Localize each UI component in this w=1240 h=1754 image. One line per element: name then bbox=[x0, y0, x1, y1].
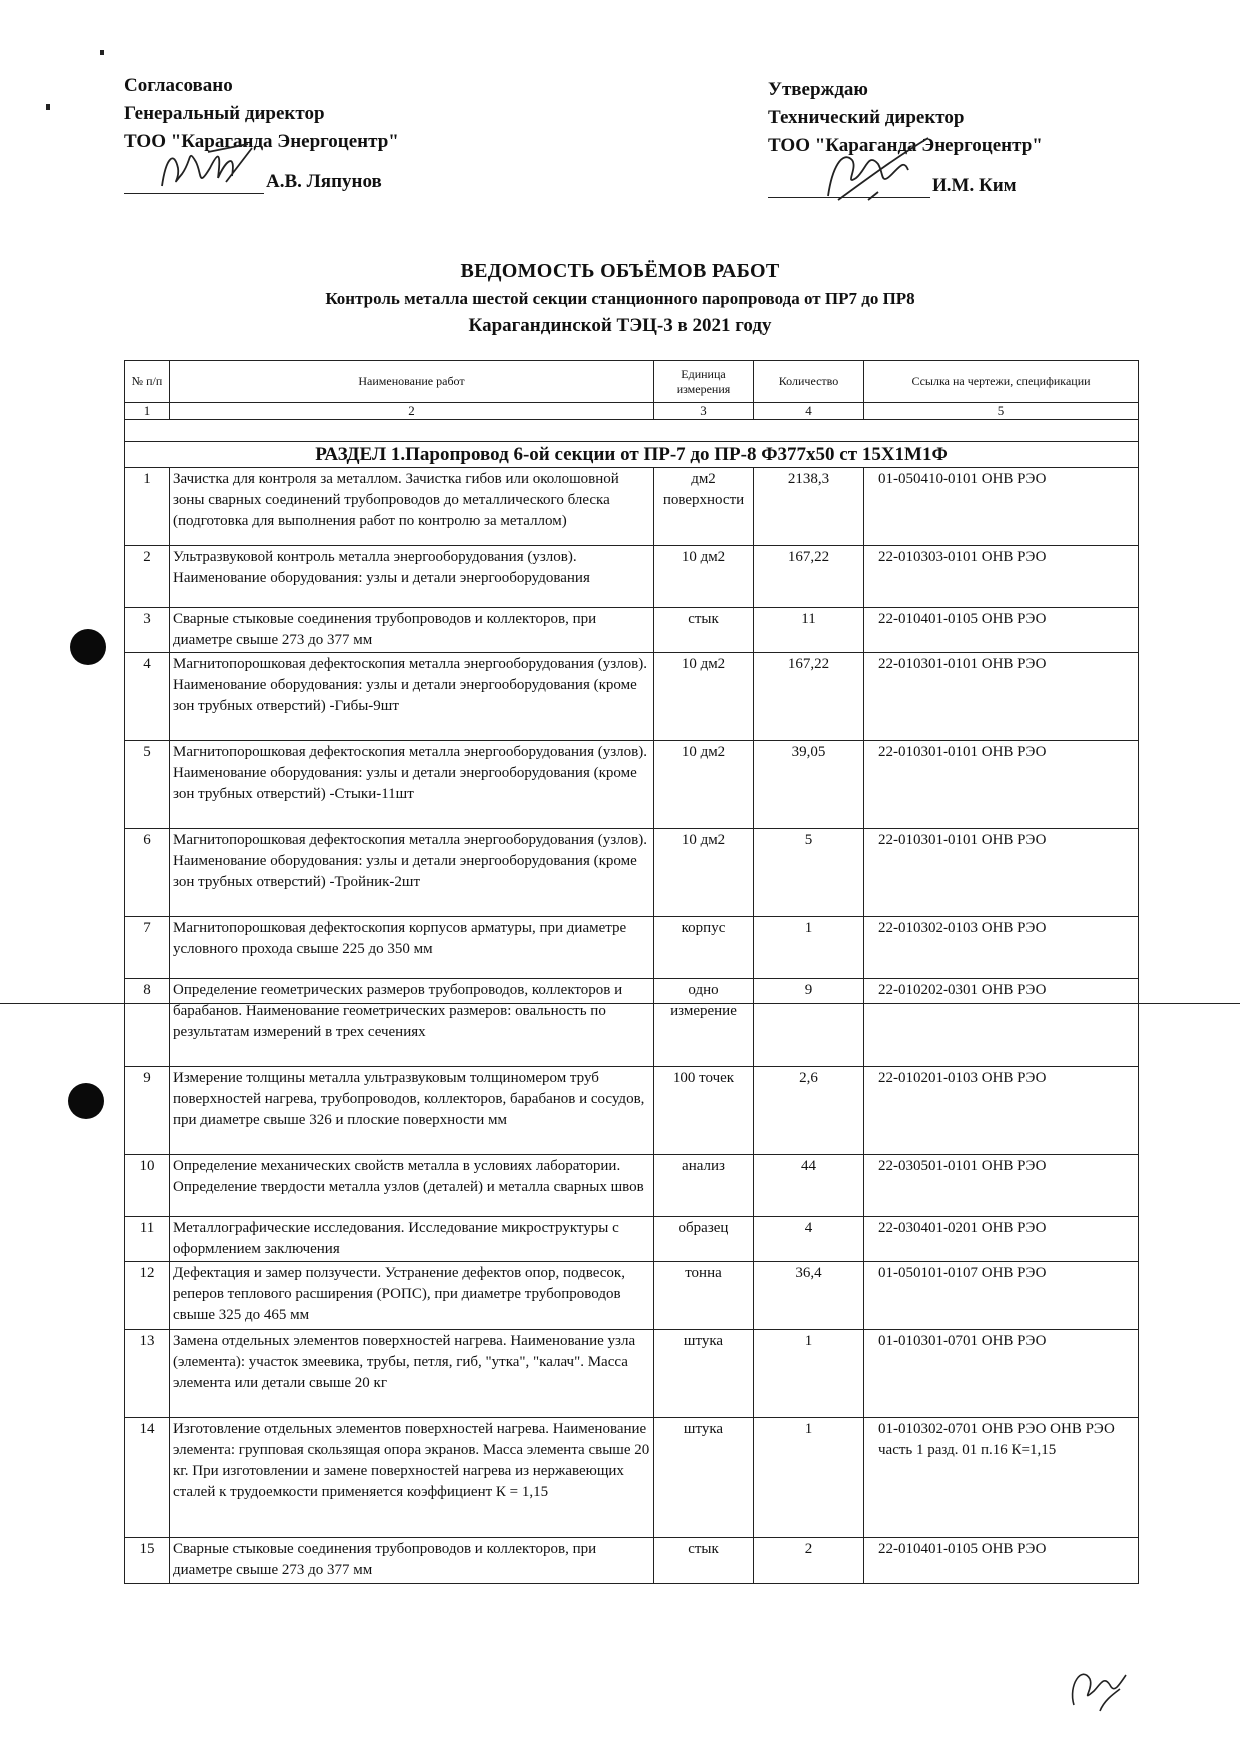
row-unit: тонна bbox=[654, 1262, 754, 1330]
row-unit: штука bbox=[654, 1418, 754, 1538]
header-unit: Единица измерения bbox=[654, 361, 754, 403]
row-number: 13 bbox=[125, 1330, 170, 1418]
document-subtitle: Контроль металла шестой секции станционного паропровода от ПР7 до ПР8 bbox=[325, 289, 915, 308]
row-unit: штука bbox=[654, 1330, 754, 1418]
row-reference: 22-010301-0101 ОНВ РЭО bbox=[864, 741, 1139, 829]
table-row bbox=[125, 546, 1139, 608]
table-header-row bbox=[125, 361, 1139, 403]
row-work-name: Изготовление отдельных элементов поверхностей нагрева. Наименование элемента: групповая скользящая опора экранов. Масса элемента свыше 20 кг. При изготовлении и замене поверхностей нагрева из нержавеющих сталей к трудоемкости применяется коэффициент К = 1,15 bbox=[170, 1418, 654, 1538]
right-approval-line2: Технический директор bbox=[768, 107, 965, 128]
row-number: 4 bbox=[125, 653, 170, 741]
table-row bbox=[125, 1155, 1139, 1217]
row-number: 11 bbox=[125, 1217, 170, 1262]
section-title: РАЗДЕЛ 1.Паропровод 6-ой секции от ПР-7 до ПР-8 Ф377х50 ст 15Х1М1Ф bbox=[125, 442, 1139, 468]
document-subtitle-2: Карагандинской ТЭЦ-3 в 2021 году bbox=[468, 315, 772, 336]
document-title-block bbox=[0, 256, 1240, 340]
row-work-name: Сварные стыковые соединения трубопроводов и коллекторов, при диаметре свыше 273 до 377 мм bbox=[170, 1538, 654, 1584]
row-reference: 01-010301-0701 ОНВ РЭО bbox=[864, 1330, 1139, 1418]
row-number: 6 bbox=[125, 829, 170, 917]
row-reference: 22-010303-0101 ОНВ РЭО bbox=[864, 546, 1139, 608]
row-quantity: 39,05 bbox=[754, 741, 864, 829]
column-number: 5 bbox=[864, 403, 1139, 420]
row-reference: 22-010201-0103 ОНВ РЭО bbox=[864, 1067, 1139, 1155]
row-quantity: 4 bbox=[754, 1217, 864, 1262]
column-numbers-row bbox=[125, 403, 1139, 420]
column-number: 4 bbox=[754, 403, 864, 420]
page-initials-mark bbox=[1060, 1645, 1140, 1715]
row-unit: 10 дм2 bbox=[654, 653, 754, 741]
row-quantity: 11 bbox=[754, 608, 864, 653]
row-number: 7 bbox=[125, 917, 170, 979]
row-work-name: Определение механических свойств металла в условиях лаборатории. Определение твердости металла узлов (деталей) и металла сварных швов bbox=[170, 1155, 654, 1217]
column-number: 1 bbox=[125, 403, 170, 420]
column-number: 3 bbox=[654, 403, 754, 420]
row-work-name: Зачистка для контроля за металлом. Зачистка гибов или околошовной зоны сварных соединений трубопроводов до металлического блеска (подготовка для выполнения работ по контролю за металлом) bbox=[170, 468, 654, 546]
row-work-name: Магнитопорошковая дефектоскопия металла энергооборудования (узлов). Наименование оборудования: узлы и детали энергооборудования (кроме зон трубных отверстий) -Стыки-11шт bbox=[170, 741, 654, 829]
row-quantity: 1 bbox=[754, 1330, 864, 1418]
row-reference: 22-010401-0105 ОНВ РЭО bbox=[864, 608, 1139, 653]
row-reference: 22-010301-0101 ОНВ РЭО bbox=[864, 829, 1139, 917]
left-signature-row bbox=[124, 168, 454, 204]
right-approval-line3: ТОО "Караганда Энергоцентр" bbox=[768, 135, 1043, 156]
scan-speck bbox=[100, 50, 104, 55]
scan-speck bbox=[46, 104, 50, 110]
row-work-name: Магнитопорошковая дефектоскопия металла энергооборудования (узлов). Наименование оборудования: узлы и детали энергооборудования (кроме зон трубных отверстий) -Тройник-2шт bbox=[170, 829, 654, 917]
row-quantity: 167,22 bbox=[754, 653, 864, 741]
works-table bbox=[124, 360, 1139, 1584]
row-work-name: Магнитопорошковая дефектоскопия корпусов арматуры, при диаметре условного прохода свыше 225 до 350 мм bbox=[170, 917, 654, 979]
row-number: 10 bbox=[125, 1155, 170, 1217]
left-signature bbox=[152, 138, 262, 198]
table-row bbox=[125, 1330, 1139, 1418]
row-unit: анализ bbox=[654, 1155, 754, 1217]
row-work-name: Магнитопорошковая дефектоскопия металла энергооборудования (узлов). Наименование оборудования: узлы и детали энергооборудования (кроме зон трубных отверстий) -Гибы-9шт bbox=[170, 653, 654, 741]
row-quantity: 2,6 bbox=[754, 1067, 864, 1155]
row-number: 2 bbox=[125, 546, 170, 608]
table-row bbox=[125, 1262, 1139, 1330]
spacer-row bbox=[125, 420, 1139, 442]
table-row bbox=[125, 1217, 1139, 1262]
row-number: 8 bbox=[125, 979, 170, 1067]
table-row bbox=[125, 608, 1139, 653]
row-unit: образец bbox=[654, 1217, 754, 1262]
punch-hole-mark bbox=[70, 629, 106, 665]
punch-hole-mark bbox=[68, 1083, 104, 1119]
row-work-name: Металлографические исследования. Исследование микроструктуры с оформлением заключения bbox=[170, 1217, 654, 1262]
row-number: 1 bbox=[125, 468, 170, 546]
row-quantity: 36,4 bbox=[754, 1262, 864, 1330]
row-reference: 01-010302-0701 ОНВ РЭО ОНВ РЭО часть 1 разд. 01 п.16 К=1,15 bbox=[864, 1418, 1139, 1538]
table-row bbox=[125, 468, 1139, 546]
row-unit: 100 точек bbox=[654, 1067, 754, 1155]
row-quantity: 9 bbox=[754, 979, 864, 1067]
row-quantity: 167,22 bbox=[754, 546, 864, 608]
header-reference: Ссылка на чертежи, спецификации bbox=[864, 361, 1139, 403]
row-reference: 22-010401-0105 ОНВ РЭО bbox=[864, 1538, 1139, 1584]
column-number: 2 bbox=[170, 403, 654, 420]
section-row bbox=[125, 442, 1139, 468]
header-work-name: Наименование работ bbox=[170, 361, 654, 403]
row-quantity: 1 bbox=[754, 917, 864, 979]
row-number: 3 bbox=[125, 608, 170, 653]
row-work-name: Сварные стыковые соединения трубопроводов и коллекторов, при диаметре свыше 273 до 377 мм bbox=[170, 608, 654, 653]
row-work-name: Замена отдельных элементов поверхностей нагрева. Наименование узла (элемента): участок змеевика, трубы, петля, гиб, "утка", "калач". Масса элемента или детали свыше 20 кг bbox=[170, 1330, 654, 1418]
scan-fold-line bbox=[0, 1003, 1240, 1004]
row-number: 15 bbox=[125, 1538, 170, 1584]
row-reference: 01-050410-0101 ОНВ РЭО bbox=[864, 468, 1139, 546]
row-unit: дм2 поверхности bbox=[654, 468, 754, 546]
table-row bbox=[125, 1067, 1139, 1155]
table-row bbox=[125, 653, 1139, 741]
row-work-name: Определение геометрических размеров трубопроводов, коллекторов и барабанов. Наименование геометрических размеров: овальность по результатам измерений в трех сечениях bbox=[170, 979, 654, 1067]
row-quantity: 2 bbox=[754, 1538, 864, 1584]
left-approval-block bbox=[124, 72, 454, 204]
row-quantity: 2138,3 bbox=[754, 468, 864, 546]
row-reference: 01-050101-0107 ОНВ РЭО bbox=[864, 1262, 1139, 1330]
right-signature bbox=[808, 130, 948, 210]
table-row bbox=[125, 979, 1139, 1067]
table-row bbox=[125, 829, 1139, 917]
right-approval-line1: Утверждаю bbox=[768, 79, 868, 100]
row-reference: 22-010301-0101 ОНВ РЭО bbox=[864, 653, 1139, 741]
row-unit: 10 дм2 bbox=[654, 829, 754, 917]
row-work-name: Дефектация и замер ползучести. Устранение дефектов опор, подвесок, реперов теплового расширения (РОПС), при диаметре трубопроводов свыше 325 до 465 мм bbox=[170, 1262, 654, 1330]
row-reference: 22-030501-0101 ОНВ РЭО bbox=[864, 1155, 1139, 1217]
row-reference: 22-010302-0103 ОНВ РЭО bbox=[864, 917, 1139, 979]
row-quantity: 5 bbox=[754, 829, 864, 917]
row-quantity: 44 bbox=[754, 1155, 864, 1217]
row-work-name: Ультразвуковой контроль металла энергооборудования (узлов). Наименование оборудования: узлы и детали энергооборудования bbox=[170, 546, 654, 608]
table-row bbox=[125, 1418, 1139, 1538]
row-unit: одно измерение bbox=[654, 979, 754, 1067]
right-approval-block bbox=[768, 76, 1108, 208]
header-quantity: Количество bbox=[754, 361, 864, 403]
row-work-name: Измерение толщины металла ультразвуковым толщиномером труб поверхностей нагрева, трубопроводов, коллекторов, барабанов и сосудов, при диаметре свыше 326 и плоские поверхности мм bbox=[170, 1067, 654, 1155]
header-number: № п/п bbox=[125, 361, 170, 403]
row-number: 5 bbox=[125, 741, 170, 829]
table-row bbox=[125, 741, 1139, 829]
left-approval-line3: ТОО "Караганда Энергоцентр" bbox=[124, 131, 399, 152]
row-number: 14 bbox=[125, 1418, 170, 1538]
row-number: 9 bbox=[125, 1067, 170, 1155]
row-unit: 10 дм2 bbox=[654, 741, 754, 829]
table-row bbox=[125, 917, 1139, 979]
right-signatory-name: И.М. Ким bbox=[932, 175, 1017, 196]
table-row bbox=[125, 1538, 1139, 1584]
row-quantity: 1 bbox=[754, 1418, 864, 1538]
row-reference: 22-010202-0301 ОНВ РЭО bbox=[864, 979, 1139, 1067]
left-approval-line2: Генеральный директор bbox=[124, 103, 325, 124]
row-unit: стык bbox=[654, 608, 754, 653]
row-unit: стык bbox=[654, 1538, 754, 1584]
row-reference: 22-030401-0201 ОНВ РЭО bbox=[864, 1217, 1139, 1262]
right-signature-row bbox=[768, 172, 1108, 208]
row-number: 12 bbox=[125, 1262, 170, 1330]
row-unit: 10 дм2 bbox=[654, 546, 754, 608]
document-title: ВЕДОМОСТЬ ОБЪЁМОВ РАБОТ bbox=[460, 260, 780, 282]
row-unit: корпус bbox=[654, 917, 754, 979]
left-signatory-name: А.В. Ляпунов bbox=[266, 171, 382, 192]
left-approval-line1: Согласовано bbox=[124, 75, 233, 96]
